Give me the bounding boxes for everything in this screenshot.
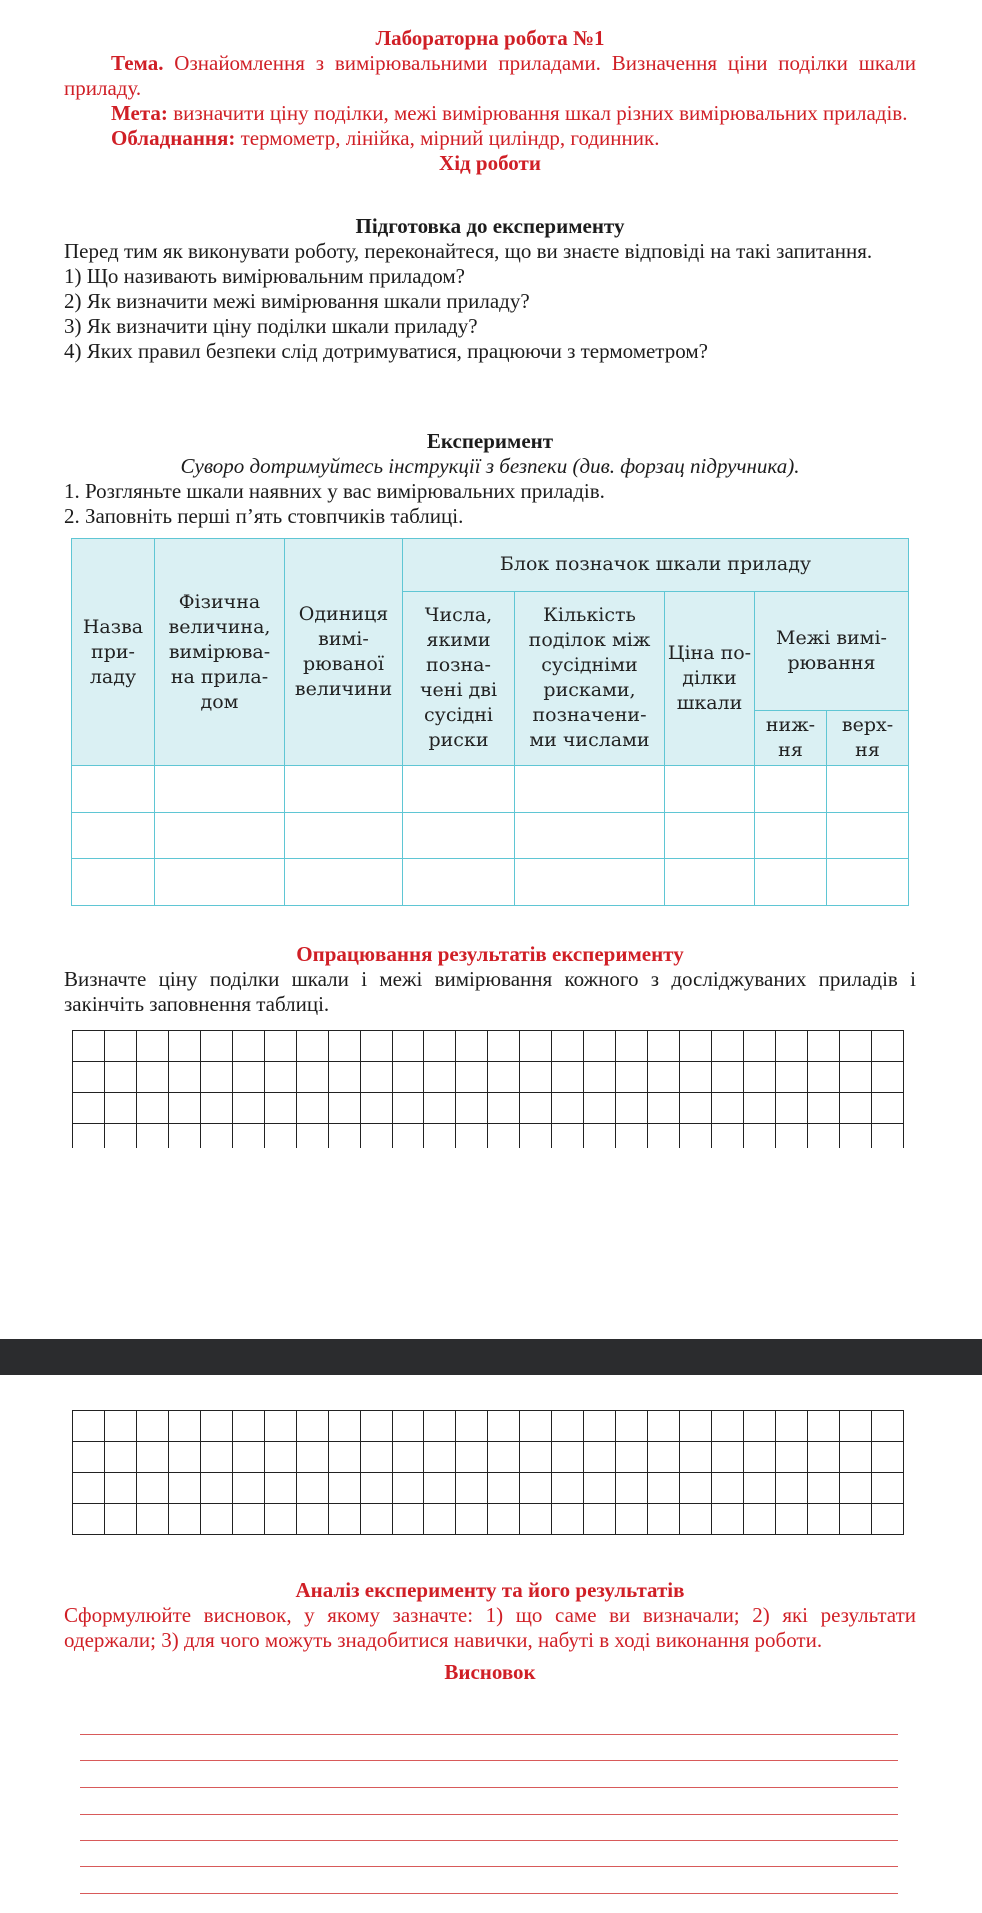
- grid-cell[interactable]: [168, 1473, 200, 1504]
- grid-cell[interactable]: [648, 1031, 680, 1062]
- grid-cell[interactable]: [296, 1031, 328, 1062]
- grid-cell[interactable]: [775, 1473, 807, 1504]
- grid-cell[interactable]: [168, 1031, 200, 1062]
- table-row: [72, 766, 909, 813]
- conclusion-line[interactable]: [80, 1814, 898, 1815]
- table-cell[interactable]: [403, 766, 515, 813]
- grid-cell[interactable]: [584, 1442, 616, 1473]
- grid-cell[interactable]: [73, 1124, 105, 1149]
- grid-cell[interactable]: [392, 1093, 424, 1124]
- grid-cell[interactable]: [424, 1473, 456, 1504]
- grid-cell[interactable]: [871, 1411, 903, 1442]
- grid-cell[interactable]: [328, 1504, 360, 1535]
- table-cell[interactable]: [755, 859, 827, 906]
- grid-cell[interactable]: [648, 1411, 680, 1442]
- grid-cell[interactable]: [520, 1093, 552, 1124]
- table-cell[interactable]: [72, 812, 155, 859]
- grid-cell[interactable]: [104, 1473, 136, 1504]
- grid-cell[interactable]: [232, 1442, 264, 1473]
- grid-cell[interactable]: [775, 1031, 807, 1062]
- topic: [64, 51, 916, 101]
- grid-cell[interactable]: [73, 1442, 105, 1473]
- grid-cell[interactable]: [520, 1031, 552, 1062]
- grid-cell[interactable]: [200, 1442, 232, 1473]
- grid-cell[interactable]: [200, 1093, 232, 1124]
- grid-cell[interactable]: [296, 1442, 328, 1473]
- grid-cell[interactable]: [648, 1442, 680, 1473]
- grid-cell[interactable]: [584, 1093, 616, 1124]
- grid-cell[interactable]: [73, 1062, 105, 1093]
- grid-cell[interactable]: [136, 1442, 168, 1473]
- grid-cell[interactable]: [488, 1473, 520, 1504]
- header-divisions-count: Кількість поділок між сусідніми рисками, позначени- ми числами: [515, 591, 665, 765]
- grid-cell[interactable]: [232, 1504, 264, 1535]
- grid-cell[interactable]: [839, 1442, 871, 1473]
- grid-cell[interactable]: [104, 1411, 136, 1442]
- grid-cell[interactable]: [424, 1093, 456, 1124]
- grid-cell[interactable]: [552, 1093, 584, 1124]
- grid-cell[interactable]: [104, 1062, 136, 1093]
- grid-cell[interactable]: [807, 1062, 839, 1093]
- grid-cell[interactable]: [807, 1093, 839, 1124]
- table-cell[interactable]: [403, 859, 515, 906]
- preparation-section: [64, 214, 916, 364]
- grid-cell[interactable]: [584, 1031, 616, 1062]
- table-row: [72, 859, 909, 906]
- grid-cell[interactable]: [839, 1031, 871, 1062]
- grid-cell[interactable]: [328, 1411, 360, 1442]
- grid-cell[interactable]: [744, 1031, 776, 1062]
- grid-cell[interactable]: [264, 1124, 296, 1149]
- grid-cell[interactable]: [424, 1031, 456, 1062]
- grid-cell[interactable]: [552, 1031, 584, 1062]
- grid-cell[interactable]: [488, 1124, 520, 1149]
- grid-cell[interactable]: [744, 1473, 776, 1504]
- step-1: 1. Розгляньте шкали наявних у вас вимірювальних приладів.: [64, 479, 605, 503]
- table-cell[interactable]: [285, 766, 403, 813]
- grid-cell[interactable]: [200, 1062, 232, 1093]
- grid-cell[interactable]: [296, 1093, 328, 1124]
- grid-cell[interactable]: [648, 1124, 680, 1149]
- grid-cell[interactable]: [136, 1031, 168, 1062]
- grid-cell[interactable]: [552, 1411, 584, 1442]
- grid-cell[interactable]: [456, 1411, 488, 1442]
- grid-cell[interactable]: [712, 1062, 744, 1093]
- grid-cell[interactable]: [520, 1504, 552, 1535]
- grid-cell[interactable]: [488, 1093, 520, 1124]
- grid-cell[interactable]: [392, 1031, 424, 1062]
- grid-cell[interactable]: [680, 1411, 712, 1442]
- grid-cell[interactable]: [744, 1504, 776, 1535]
- grid-cell[interactable]: [520, 1473, 552, 1504]
- grid-cell[interactable]: [680, 1442, 712, 1473]
- grid-cell[interactable]: [456, 1124, 488, 1149]
- equipment-label: Обладнання:: [111, 126, 236, 150]
- grid-cell[interactable]: [584, 1062, 616, 1093]
- grid-cell[interactable]: [296, 1411, 328, 1442]
- grid-cell[interactable]: [264, 1442, 296, 1473]
- grid-cell[interactable]: [871, 1504, 903, 1535]
- grid-cell[interactable]: [73, 1504, 105, 1535]
- grid-cell[interactable]: [328, 1442, 360, 1473]
- grid-cell[interactable]: [456, 1093, 488, 1124]
- table-cell[interactable]: [155, 812, 285, 859]
- grid-cell[interactable]: [520, 1442, 552, 1473]
- grid-cell[interactable]: [648, 1473, 680, 1504]
- grid-cell[interactable]: [712, 1093, 744, 1124]
- conclusion-line[interactable]: [80, 1734, 898, 1735]
- grid-cell[interactable]: [136, 1093, 168, 1124]
- grid-cell[interactable]: [104, 1124, 136, 1149]
- grid-cell[interactable]: [360, 1504, 392, 1535]
- table-cell[interactable]: [285, 859, 403, 906]
- grid-cell[interactable]: [232, 1124, 264, 1149]
- grid-cell[interactable]: [584, 1124, 616, 1149]
- grid-cell[interactable]: [392, 1411, 424, 1442]
- question-4: 4) Яких правил безпеки слід дотримуватися, працюючи з термометром?: [64, 339, 708, 363]
- grid-cell[interactable]: [168, 1124, 200, 1149]
- grid-cell[interactable]: [488, 1442, 520, 1473]
- grid-cell[interactable]: [360, 1473, 392, 1504]
- grid-cell[interactable]: [136, 1504, 168, 1535]
- grid-cell[interactable]: [296, 1124, 328, 1149]
- grid-cell[interactable]: [807, 1442, 839, 1473]
- table-cell[interactable]: [665, 766, 755, 813]
- header-scale-block: Блок позначок шкали приладу: [403, 539, 909, 592]
- processing-text: Визначте ціну поділки шкали і межі вимірювання кожного з досліджуваних приладів і закінчіть заповнення таблиці.: [64, 967, 916, 1016]
- grid-cell[interactable]: [296, 1504, 328, 1535]
- grid-cell[interactable]: [264, 1473, 296, 1504]
- grid-cell[interactable]: [424, 1124, 456, 1149]
- grid-cell[interactable]: [680, 1504, 712, 1535]
- screenshot-separator: [0, 1339, 982, 1375]
- procedure-title: Хід роботи: [439, 151, 541, 175]
- grid-cell[interactable]: [168, 1093, 200, 1124]
- grid-cell[interactable]: [168, 1442, 200, 1473]
- grid-cell[interactable]: [168, 1062, 200, 1093]
- grid-cell[interactable]: [807, 1473, 839, 1504]
- grid-cell[interactable]: [328, 1473, 360, 1504]
- grid-cell[interactable]: [136, 1062, 168, 1093]
- grid-cell[interactable]: [680, 1062, 712, 1093]
- grid-cell[interactable]: [648, 1093, 680, 1124]
- grid-cell[interactable]: [871, 1093, 903, 1124]
- grid-cell[interactable]: [360, 1124, 392, 1149]
- header-physical-quantity: Фізична величина, вимірюва- на прила- дом: [155, 539, 285, 766]
- grid-cell[interactable]: [424, 1504, 456, 1535]
- analysis-title: Аналіз експерименту та його результатів: [295, 1578, 685, 1602]
- grid-cell[interactable]: [488, 1031, 520, 1062]
- header-device-name: Назва при- ладу: [72, 539, 155, 766]
- grid-cell[interactable]: [392, 1062, 424, 1093]
- experiment-title: Експеримент: [426, 429, 554, 453]
- grid-cell[interactable]: [360, 1411, 392, 1442]
- grid-cell[interactable]: [104, 1031, 136, 1062]
- grid-cell[interactable]: [200, 1031, 232, 1062]
- conclusion-line[interactable]: [80, 1840, 898, 1841]
- grid-cell[interactable]: [616, 1093, 648, 1124]
- grid-cell[interactable]: [104, 1442, 136, 1473]
- grid-cell[interactable]: [456, 1031, 488, 1062]
- grid-cell[interactable]: [712, 1504, 744, 1535]
- grid-cell[interactable]: [871, 1124, 903, 1149]
- grid-cell[interactable]: [616, 1031, 648, 1062]
- grid-cell[interactable]: [328, 1062, 360, 1093]
- grid-cell[interactable]: [839, 1093, 871, 1124]
- grid-cell[interactable]: [424, 1411, 456, 1442]
- answer-grid-bottom[interactable]: [72, 1410, 904, 1535]
- grid-cell[interactable]: [744, 1093, 776, 1124]
- grid-cell[interactable]: [775, 1504, 807, 1535]
- grid-cell[interactable]: [775, 1062, 807, 1093]
- grid-cell[interactable]: [839, 1062, 871, 1093]
- grid-cell[interactable]: [775, 1093, 807, 1124]
- safety-note: Суворо дотримуйтесь інструкції з безпеки (див. форзац підручника).: [180, 454, 800, 478]
- grid-cell[interactable]: [232, 1473, 264, 1504]
- processing-title: Опрацювання результатів експерименту: [296, 942, 684, 966]
- grid-cell[interactable]: [712, 1473, 744, 1504]
- table-row: [72, 812, 909, 859]
- topic-text: Ознайомлення з вимірювальними приладами. Визначення ціни поділки шкали приладу.: [64, 51, 916, 100]
- lab-header: [64, 26, 916, 176]
- grid-cell[interactable]: [616, 1504, 648, 1535]
- grid-cell[interactable]: [648, 1504, 680, 1535]
- grid-cell[interactable]: [200, 1124, 232, 1149]
- header-measurement-limits: Межі вимі- рювання: [755, 591, 909, 711]
- grid-cell[interactable]: [552, 1124, 584, 1149]
- grid-cell[interactable]: [424, 1442, 456, 1473]
- grid-cell[interactable]: [807, 1411, 839, 1442]
- grid-cell[interactable]: [200, 1504, 232, 1535]
- grid-cell[interactable]: [584, 1504, 616, 1535]
- header-unit: Одиниця вимі- рюваної величини: [285, 539, 403, 766]
- grid-cell[interactable]: [136, 1473, 168, 1504]
- grid-cell[interactable]: [839, 1473, 871, 1504]
- grid-cell[interactable]: [616, 1062, 648, 1093]
- answer-grid-top[interactable]: [72, 1030, 904, 1148]
- grid-cell[interactable]: [488, 1062, 520, 1093]
- grid-cell[interactable]: [839, 1124, 871, 1149]
- grid-cell[interactable]: [520, 1411, 552, 1442]
- table-cell[interactable]: [515, 859, 665, 906]
- grid-cell[interactable]: [136, 1411, 168, 1442]
- grid-cell[interactable]: [328, 1031, 360, 1062]
- grid-cell[interactable]: [104, 1093, 136, 1124]
- grid-cell[interactable]: [839, 1504, 871, 1535]
- question-1: 1) Що називають вимірювальним приладом?: [64, 264, 465, 288]
- grid-cell[interactable]: [456, 1062, 488, 1093]
- processing-section: [64, 942, 916, 1017]
- topic-label: Тема.: [111, 51, 164, 75]
- table-cell[interactable]: [827, 766, 909, 813]
- grid-cell[interactable]: [552, 1473, 584, 1504]
- grid-cell[interactable]: [871, 1473, 903, 1504]
- grid-cell[interactable]: [200, 1473, 232, 1504]
- grid-cell[interactable]: [744, 1124, 776, 1149]
- table-cell[interactable]: [403, 812, 515, 859]
- grid-cell[interactable]: [680, 1031, 712, 1062]
- grid-cell[interactable]: [616, 1473, 648, 1504]
- grid-cell[interactable]: [264, 1411, 296, 1442]
- grid-cell[interactable]: [264, 1504, 296, 1535]
- grid-cell[interactable]: [775, 1442, 807, 1473]
- grid-cell[interactable]: [73, 1031, 105, 1062]
- grid-cell[interactable]: [807, 1124, 839, 1149]
- grid-cell[interactable]: [871, 1031, 903, 1062]
- grid-cell[interactable]: [584, 1473, 616, 1504]
- grid-cell[interactable]: [264, 1031, 296, 1062]
- grid-cell[interactable]: [488, 1411, 520, 1442]
- equipment: [64, 126, 916, 151]
- grid-cell[interactable]: [680, 1473, 712, 1504]
- grid-cell[interactable]: [520, 1124, 552, 1149]
- grid-cell[interactable]: [712, 1442, 744, 1473]
- table-cell[interactable]: [155, 859, 285, 906]
- grid-cell[interactable]: [73, 1093, 105, 1124]
- grid-cell[interactable]: [328, 1124, 360, 1149]
- grid-cell[interactable]: [807, 1031, 839, 1062]
- grid-cell[interactable]: [264, 1093, 296, 1124]
- grid-cell[interactable]: [584, 1411, 616, 1442]
- question-2: 2) Як визначити межі вимірювання шкали приладу?: [64, 289, 530, 313]
- grid-cell[interactable]: [616, 1411, 648, 1442]
- grid-cell[interactable]: [616, 1124, 648, 1149]
- grid-cell[interactable]: [871, 1442, 903, 1473]
- grid-cell[interactable]: [616, 1442, 648, 1473]
- grid-cell[interactable]: [232, 1031, 264, 1062]
- grid-cell[interactable]: [360, 1093, 392, 1124]
- grid-cell[interactable]: [168, 1504, 200, 1535]
- grid-cell[interactable]: [712, 1411, 744, 1442]
- grid-cell[interactable]: [744, 1442, 776, 1473]
- grid-cell[interactable]: [744, 1062, 776, 1093]
- grid-cell[interactable]: [520, 1062, 552, 1093]
- results-table: [71, 538, 909, 906]
- grid-cell[interactable]: [200, 1411, 232, 1442]
- goal-label: Мета:: [111, 101, 168, 125]
- grid-cell[interactable]: [456, 1442, 488, 1473]
- grid-cell[interactable]: [712, 1031, 744, 1062]
- conclusion-line[interactable]: [80, 1893, 898, 1894]
- grid-cell[interactable]: [360, 1062, 392, 1093]
- grid-cell[interactable]: [360, 1031, 392, 1062]
- experiment-section: [64, 429, 916, 529]
- goal-text: визначити ціну поділки, межі вимірювання шкал різних вимірювальних приладів.: [173, 101, 908, 125]
- analysis-section: [64, 1578, 916, 1685]
- conclusion-line[interactable]: [80, 1787, 898, 1788]
- grid-cell[interactable]: [328, 1093, 360, 1124]
- grid-cell[interactable]: [296, 1473, 328, 1504]
- step-2: 2. Заповніть перші п’ять стовпчиків таблиці.: [64, 504, 464, 528]
- grid-cell[interactable]: [552, 1062, 584, 1093]
- grid-cell[interactable]: [552, 1504, 584, 1535]
- table-cell[interactable]: [515, 766, 665, 813]
- header-lower-limit: ниж- ня: [755, 711, 827, 766]
- grid-cell[interactable]: [456, 1504, 488, 1535]
- grid-cell[interactable]: [648, 1062, 680, 1093]
- grid-cell[interactable]: [456, 1473, 488, 1504]
- grid-cell[interactable]: [392, 1442, 424, 1473]
- grid-cell[interactable]: [232, 1411, 264, 1442]
- table-cell[interactable]: [72, 766, 155, 813]
- grid-cell[interactable]: [104, 1504, 136, 1535]
- table-cell[interactable]: [515, 812, 665, 859]
- header-division-value: Ціна по- ділки шкали: [665, 591, 755, 765]
- grid-cell[interactable]: [712, 1124, 744, 1149]
- grid-cell[interactable]: [680, 1093, 712, 1124]
- conclusion-line[interactable]: [80, 1866, 898, 1867]
- grid-cell[interactable]: [264, 1062, 296, 1093]
- grid-cell[interactable]: [168, 1411, 200, 1442]
- table-cell[interactable]: [827, 812, 909, 859]
- grid-cell[interactable]: [552, 1442, 584, 1473]
- analysis-text: Сформулюйте висновок, у якому зазначте: 1) що саме ви визначали; 2) які результати одержали; 3) для чого можуть знадобитися навички, набуті в ході виконання роботи.: [64, 1603, 916, 1652]
- grid-cell[interactable]: [871, 1062, 903, 1093]
- preparation-title: Підготовка до експерименту: [355, 214, 625, 238]
- grid-cell[interactable]: [839, 1411, 871, 1442]
- grid-cell[interactable]: [424, 1062, 456, 1093]
- header-numbers: Числа, якими позна- чені дві сусідні риски: [403, 591, 515, 765]
- grid-cell[interactable]: [73, 1473, 105, 1504]
- grid-cell[interactable]: [392, 1124, 424, 1149]
- lab-title: Лабораторна робота №1: [375, 26, 605, 50]
- grid-cell[interactable]: [775, 1411, 807, 1442]
- grid-cell[interactable]: [296, 1062, 328, 1093]
- goal: [64, 101, 916, 126]
- grid-cell[interactable]: [744, 1411, 776, 1442]
- table-cell[interactable]: [285, 812, 403, 859]
- grid-cell[interactable]: [73, 1411, 105, 1442]
- conclusion-title: Висновок: [444, 1660, 536, 1684]
- question-3: 3) Як визначити ціну поділки шкали приладу?: [64, 314, 478, 338]
- preparation-intro: Перед тим як виконувати роботу, переконайтеся, що ви знаєте відповіді на такі запитання.: [64, 239, 873, 263]
- table-cell[interactable]: [155, 766, 285, 813]
- conclusion-line[interactable]: [80, 1760, 898, 1761]
- table-cell[interactable]: [72, 859, 155, 906]
- table-cell[interactable]: [755, 812, 827, 859]
- grid-cell[interactable]: [680, 1124, 712, 1149]
- grid-cell[interactable]: [392, 1504, 424, 1535]
- equipment-text: термометр, лінійка, мірний циліндр, годинник.: [240, 126, 660, 150]
- grid-cell[interactable]: [775, 1124, 807, 1149]
- grid-cell[interactable]: [392, 1473, 424, 1504]
- grid-cell[interactable]: [807, 1504, 839, 1535]
- grid-cell[interactable]: [232, 1093, 264, 1124]
- table-cell[interactable]: [665, 812, 755, 859]
- grid-cell[interactable]: [488, 1504, 520, 1535]
- grid-cell[interactable]: [360, 1442, 392, 1473]
- table-cell[interactable]: [755, 766, 827, 813]
- table-cell[interactable]: [665, 859, 755, 906]
- grid-cell[interactable]: [232, 1062, 264, 1093]
- grid-cell[interactable]: [136, 1124, 168, 1149]
- table-cell[interactable]: [827, 859, 909, 906]
- header-upper-limit: верх- ня: [827, 711, 909, 766]
